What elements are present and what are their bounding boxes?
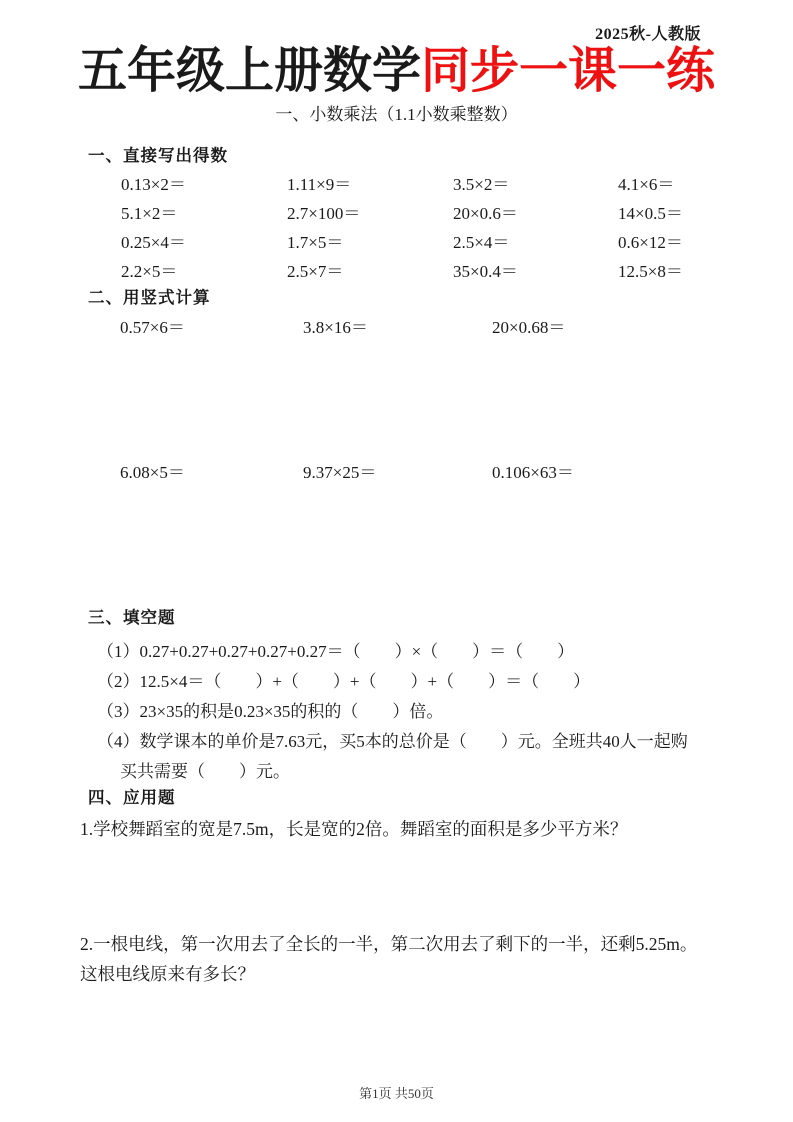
section-heading-word-problems: 四、应用题 — [88, 789, 176, 807]
word-problem-continuation: 这根电线原来有多长？ — [80, 964, 255, 984]
math-problem: 9.37×25＝ — [303, 463, 377, 482]
math-problem: 2.2×5＝ — [121, 262, 178, 281]
math-problem: 3.5×2＝ — [453, 175, 510, 194]
section-heading-oral-calc: 一、直接写出得数 — [88, 147, 228, 165]
fill-blank-item: （2）12.5×4＝（ ）+（ ）+（ ）+（ ）＝（ ） — [97, 672, 591, 691]
math-problem: 2.5×7＝ — [287, 262, 344, 281]
math-problem: 0.57×6＝ — [120, 318, 185, 337]
math-problem: 2.5×4＝ — [453, 233, 510, 252]
word-problem: 1.学校舞蹈室的宽是7.5m，长是宽的2倍。舞蹈室的面积是多少平方米？ — [80, 819, 628, 839]
word-problem: 2.一根电线，第一次用去了全长的一半，第二次用去了剩下的一半，还剩5.25m。 — [80, 934, 698, 954]
section-heading-vertical-calc: 二、用竖式计算 — [88, 289, 211, 307]
title-text-red: 同步一课一练 — [421, 44, 716, 98]
lesson-subtitle: 一、小数乘法（1.1小数乘整数） — [275, 105, 518, 124]
math-problem: 5.1×2＝ — [121, 204, 178, 223]
fill-blank-item: （3）23×35的积是0.23×35的积的（ ）倍。 — [97, 702, 444, 721]
page-number: 第1页 共50页 — [359, 1086, 434, 1101]
math-problem: 35×0.4＝ — [453, 262, 518, 281]
oral-problems-grid — [121, 170, 683, 286]
math-problem: 12.5×8＝ — [618, 262, 683, 281]
vertical-calc-row — [120, 317, 565, 339]
math-problem: 1.11×9＝ — [287, 175, 352, 194]
math-problem: 4.1×6＝ — [618, 175, 675, 194]
page-title — [0, 44, 793, 98]
fill-blank-list — [97, 637, 688, 787]
section-heading-fill-blanks: 三、填空题 — [88, 609, 176, 627]
math-problem: 0.6×12＝ — [618, 233, 683, 252]
math-problem: 20×0.68＝ — [492, 318, 566, 337]
fill-blank-item: （1）0.27+0.27+0.27+0.27+0.27＝（ ）×（ ）＝（ ） — [97, 642, 575, 661]
fill-blank-item-continuation: 买共需要（ ）元。 — [120, 762, 290, 781]
vertical-calc-row — [120, 462, 574, 484]
math-problem: 0.13×2＝ — [121, 175, 186, 194]
fill-blank-item: （4）数学课本的单价是7.63元，买5本的总价是（ ）元。全班共40人一起购 — [97, 732, 688, 751]
math-problem: 3.8×16＝ — [303, 318, 368, 337]
math-problem: 0.25×4＝ — [121, 233, 186, 252]
title-text-black: 五年级上册数学 — [77, 44, 421, 98]
edition-label: 2025秋-人教版 — [595, 26, 701, 43]
math-problem: 0.106×63＝ — [492, 463, 574, 482]
math-problem: 20×0.6＝ — [453, 204, 518, 223]
math-problem: 14×0.5＝ — [618, 204, 683, 223]
math-problem: 1.7×5＝ — [287, 233, 344, 252]
math-problem: 2.7×100＝ — [287, 204, 361, 223]
math-problem: 6.08×5＝ — [120, 463, 185, 482]
